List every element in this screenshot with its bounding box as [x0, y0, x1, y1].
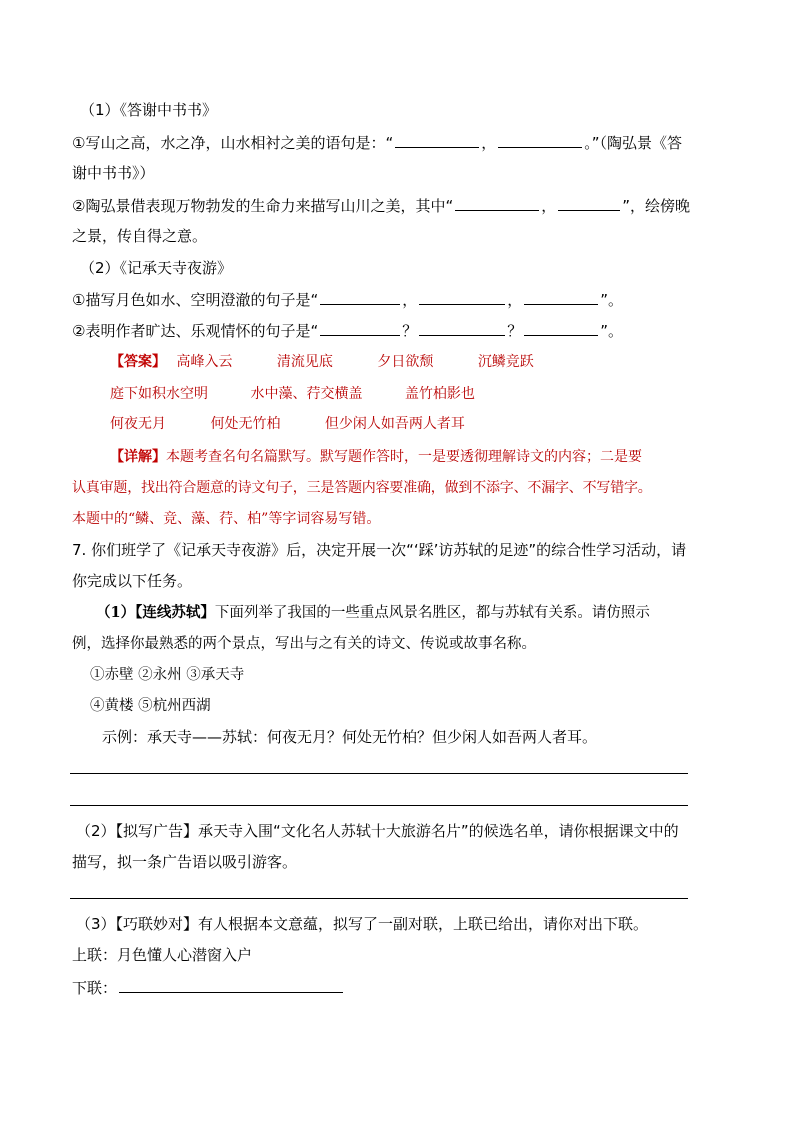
answer-blank[interactable]	[395, 133, 479, 148]
question-2b-text: ②表明作者旷达、乐观情怀的句子是“	[72, 322, 319, 340]
answer-blank[interactable]	[524, 290, 598, 305]
answer-blank[interactable]	[524, 321, 598, 336]
sites-row-2: ④黄楼 ⑤杭州西湖	[90, 698, 211, 714]
task-2-line-2: 描写，拟一条广告语以吸引游客。	[72, 853, 298, 871]
question-1a-end: 。”（陶弘景《答	[584, 134, 683, 152]
separator: ，	[507, 291, 523, 309]
task-1-text: 下面列举了我国的一些重点风景名胜区，都与苏轼有关系。请仿照示	[214, 605, 650, 621]
question-1b-continuation: 之景，传自得之意。	[72, 227, 208, 245]
answer-blank[interactable]	[119, 976, 343, 993]
detail-text: 本题考查名句名篇默写。默写题作答时，一是要透彻理解诗文的内容；二是要	[166, 449, 642, 465]
answer-blank[interactable]	[419, 290, 505, 305]
question-1a	[72, 133, 682, 153]
question-1a-continuation: 谢中书书》）	[72, 164, 155, 182]
answer-line[interactable]	[70, 805, 688, 806]
answer-row-3	[110, 414, 465, 434]
answer-blank[interactable]	[419, 321, 505, 336]
detail-label: 【详解】	[110, 449, 166, 465]
detail-line-1	[110, 447, 642, 467]
separator: ，	[481, 134, 497, 152]
example-text: 示例：承天寺——苏轼：何夜无月？何处无竹柏？但少闲人如吾两人者耳。	[102, 728, 598, 746]
detail-line-3: 本题中的“鳞、竞、藻、荇、柏”等字词容易写错。	[72, 511, 381, 527]
answer-blank[interactable]	[558, 196, 620, 211]
lower-couplet-label: 下联：	[72, 979, 118, 997]
question-2b	[72, 321, 623, 341]
section-title-dxzss: （1）《答谢中书书》	[80, 101, 218, 119]
answer-item: 何夜无月	[110, 416, 166, 432]
task-1-line-2: 例，选择你最熟悉的两个景点，写出与之有关的诗文、传说或故事名称。	[72, 636, 536, 652]
question-7-line-2: 你完成以下任务。	[72, 572, 193, 590]
question-2a-end: ”。	[600, 291, 624, 309]
upper-couplet: 上联：月色懂人心潜窗入户	[72, 946, 253, 964]
lower-couplet	[72, 976, 345, 998]
question-1a-text: ①写山之高，水之净，山水相衬之美的语句是：“	[72, 134, 394, 152]
answer-item: 夕日欲颓	[377, 354, 434, 370]
answer-row-1	[110, 352, 534, 372]
question-7-line-1: 7. 你们班学了《记承天寺夜游》后，决定开展一次“‘踩’访苏轼的足迹”的综合性学习活动，请	[72, 541, 687, 559]
answer-item: 庭下如积水空明	[110, 386, 208, 402]
task-3-line-1: （3）【巧联妙对】有人根据本文意蕴，拟写了一副对联，上联已给出，请你对出下联。	[76, 915, 649, 933]
question-2b-end: ”。	[600, 322, 624, 340]
section-title-jctsyy: （2）《记承天寺夜游》	[80, 259, 233, 277]
separator: ，	[402, 291, 418, 309]
question-1b	[72, 196, 690, 216]
answer-line[interactable]	[70, 773, 688, 774]
task-2-line-1: （2）【拟写广告】承天寺入围“文化名人苏轼十大旅游名片”的候选名单，请你根据课文中的	[76, 822, 679, 840]
task-1-label: （1）【连线苏轼】	[96, 604, 215, 621]
answer-blank[interactable]	[320, 290, 400, 305]
answer-blank[interactable]	[455, 196, 539, 211]
detail-line-2: 认真审题，找出符合题意的诗文句子，三是答题内容要准确，做到不添字、不漏字、不写错字。	[72, 480, 652, 496]
answer-item: 沉鳞竞跃	[477, 354, 534, 370]
question-1b-text: ②陶弘景借表现万物勃发的生命力来描写山川之美，其中“	[72, 197, 454, 215]
question-2a	[72, 290, 623, 310]
answer-blank[interactable]	[498, 133, 582, 148]
separator: ？	[402, 322, 418, 340]
answer-item: 盖竹柏影也	[404, 386, 475, 402]
answer-row-2	[110, 384, 475, 404]
answer-blank[interactable]	[320, 321, 400, 336]
answer-item: 但少闲人如吾两人者耳	[324, 416, 465, 432]
answer-item: 水中藻、荇交横盖	[250, 386, 363, 402]
question-1b-end: ”，绘傍晚	[622, 197, 691, 215]
task-1-line-1	[96, 603, 650, 623]
answer-item: 何处无竹柏	[210, 416, 281, 432]
answer-item: 清流见底	[276, 354, 333, 370]
answer-label: 【答案】	[110, 354, 166, 370]
question-2a-text: ①描写月色如水、空明澄澈的句子是“	[72, 291, 319, 309]
sites-row-1: ①赤壁 ②永州 ③承天寺	[90, 667, 245, 683]
separator: ？	[507, 322, 523, 340]
answer-item: 高峰入云	[176, 354, 233, 370]
separator: ，	[541, 197, 557, 215]
answer-line[interactable]	[70, 898, 688, 899]
